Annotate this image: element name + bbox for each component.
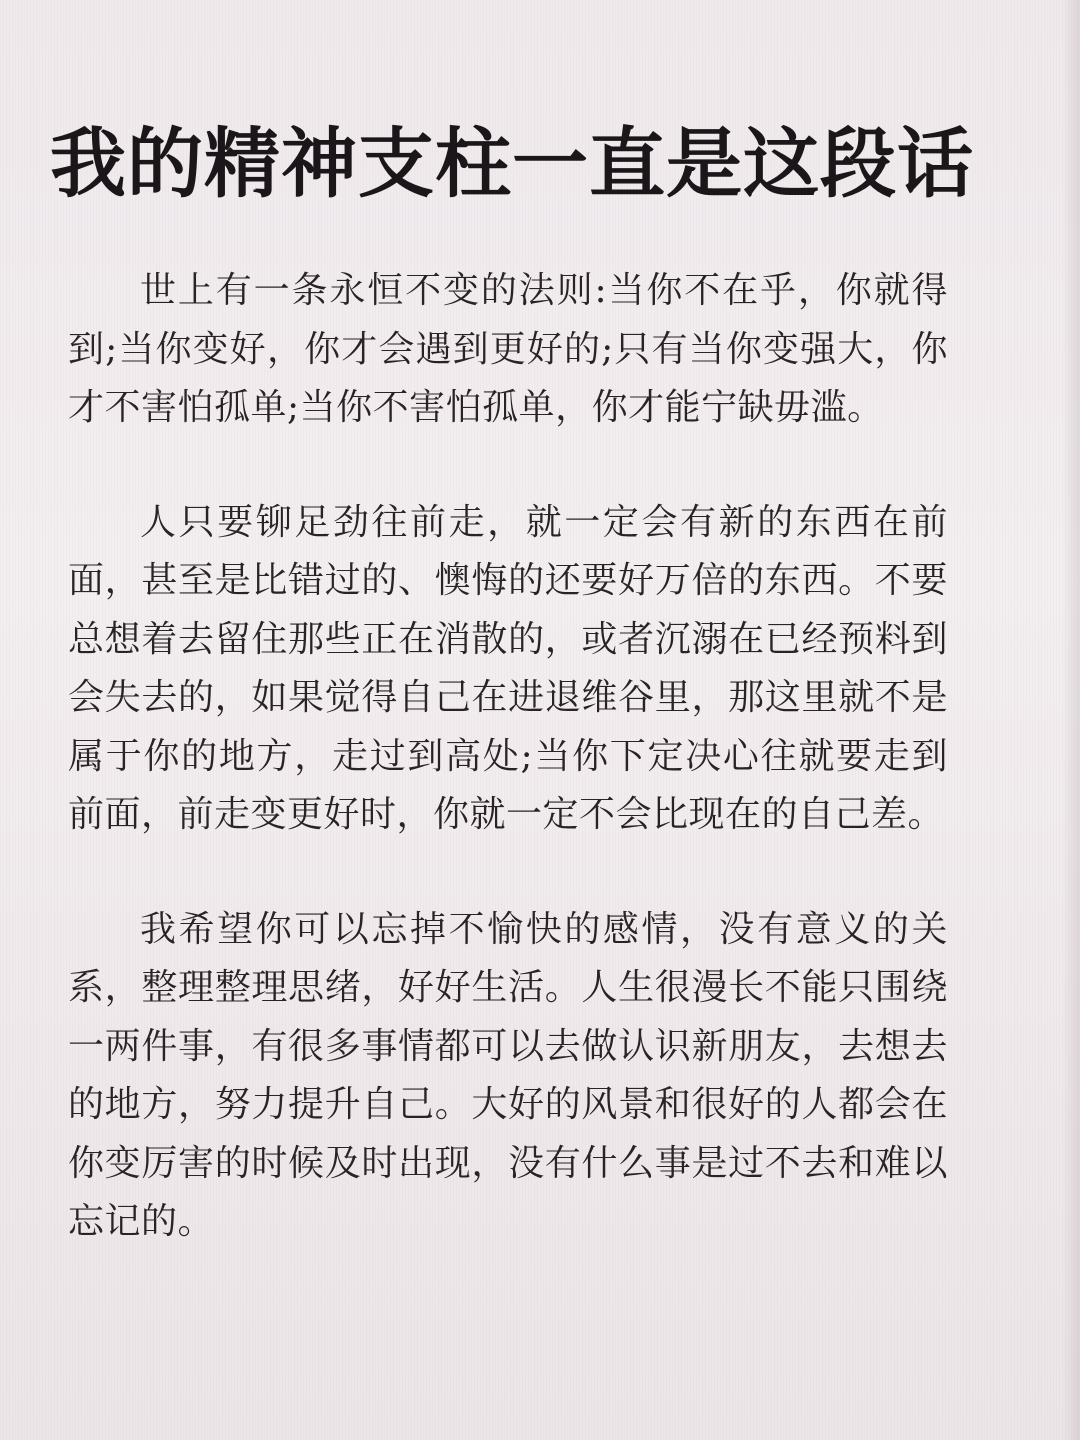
- paragraph-2: 人只要铆足劲往前走，就一定会有新的东西在前面，甚至是比错过的、懊悔的还要好万倍的东西。不要总想着去留住那些正在消散的，或者沉溺在已经预料到会失去的，如果觉得自己在进退维谷里，那这里就不是属于你的地方，走过到高处;当你下定决心往就要走到前面，前走变更好时，你就一定不会比现在的自己差。: [68, 501, 948, 835]
- paragraph-3: 我希望你可以忘掉不愉快的感情，没有意义的关系，整理整理思绪，好好生活。人生很漫长不能只围绕一两件事，有很多事情都可以去做认识新朋友，去想去的地方，努力提升自己。大好的风景和很好的人都会在你变厉害的时候及时出现，没有什么事是过不去和难以忘记的。: [68, 908, 948, 1242]
- page-title: 我的精神支柱一直是这段话: [50, 119, 974, 208]
- paragraph-1: 世上有一条永恒不变的法则:当你不在乎，你就得到;当你变好，你才会遇到更好的;只有当你变强大，你才不害怕孤单;当你不害怕孤单，你才能宁缺毋滥。: [68, 270, 948, 428]
- body-text: [68, 262, 948, 1252]
